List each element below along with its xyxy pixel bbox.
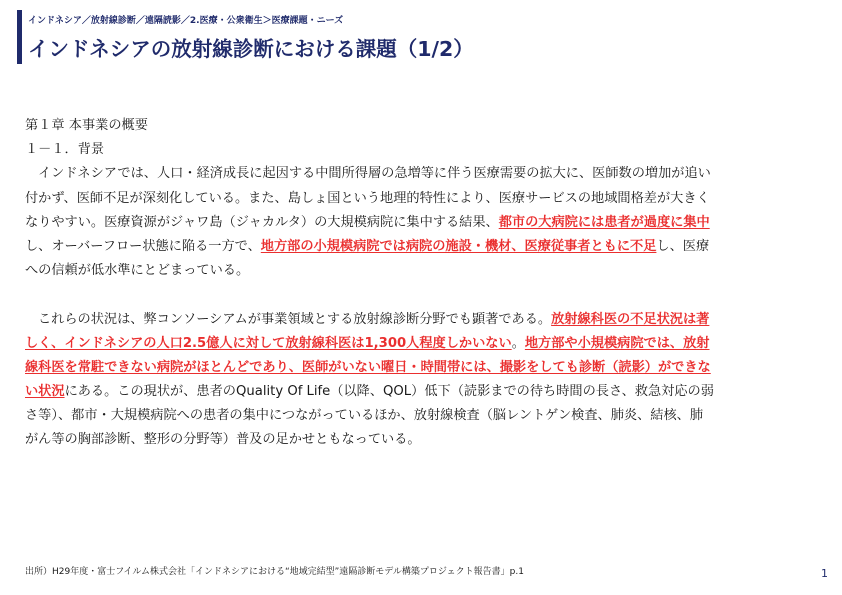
highlight-text: 線科医を常駐できない病院がほとんどであり、医師がいない曜日・時間帯には、撮影をしても診断（読影）ができな <box>25 359 711 375</box>
paragraph-line: い状況にある。この現状が、患者のQuality Of Life（以降、QOL）低下（読影までの待ち時間の長さ、救急対応の弱 <box>25 384 714 400</box>
highlight-text: 放射線科医の不足状況は著 <box>551 311 710 327</box>
breadcrumb: インドネシア／放射線診断／遠隔読影／2.医療・公衆衛生＞医療課題・ニーズ <box>28 16 344 26</box>
paragraph-situation <box>25 308 815 453</box>
paragraph-line: さ等）、都市・大規模病院への患者の集中につながっているほか、放射線検査（脳レントゲン検査、肺炎、結核、肺 <box>25 408 704 424</box>
paragraph-line: への信頼が低水準にとどまっている。 <box>25 263 250 279</box>
paragraph-spacer <box>25 283 815 307</box>
chapter-heading: 第１章 本事業の概要 <box>25 118 148 133</box>
paragraph-line: インドネシアでは、人口・経済成長に起因する中間所得層の急増等に伴う医療需要の拡大に、医師数の増加が追い <box>38 166 711 182</box>
paragraph-line: がん等の胸部診断、整形の分野等）普及の足かせともなっている。 <box>25 432 421 448</box>
paragraph-line: なりやすい。医療資源がジャワ島（ジャカルタ）の大規模病院に集中する結果、都市の大病院には患者が過度に集中 <box>25 214 710 230</box>
paragraph-line: し、オーバーフロー状態に陥る一方で、地方部の小規模病院では病院の施設・機材、医療従事者ともに不足し、医療 <box>25 238 710 254</box>
source-note: 出所）H29年度・富士フイルム株式会社「インドネシアにおける“地域完結型”遠隔診断モデル構築プロジェクト報告書」p.1 <box>25 567 524 577</box>
highlight-text: 地方部や小規模病院では、放射 <box>524 335 710 351</box>
paragraph-line: 付かず、医師不足が深刻化している。また、島しょ国という地理的特性により、医療サービスの地域間格差が大きく <box>25 190 710 206</box>
paragraph-line: しく、インドネシアの人口2.5億人に対して放射線科医は1,300人程度しかいない。地方部や小規模病院では、放射 <box>25 335 710 351</box>
highlight-text: 都市の大病院には患者が過度に集中 <box>498 214 710 230</box>
highlight-text: しく、インドネシアの人口2.5億人に対して放射線科医は1,300人程度しかいない <box>25 335 512 351</box>
highlight-text: 地方部の小規模病院では病院の施設・機材、医療従事者ともに不足 <box>260 238 657 254</box>
title-accent-bar <box>17 10 22 64</box>
main-text <box>25 114 815 453</box>
highlight-text: い状況 <box>25 384 65 400</box>
page-title: インドネシアの放射線診断における課題（1/2） <box>28 37 474 61</box>
paragraph-line <box>25 356 815 380</box>
section-heading: １－１．背景 <box>25 142 105 158</box>
page-number: 1 <box>821 567 828 580</box>
paragraph-line: これらの状況は、弊コンソーシアムが事業領域とする放射線診断分野でも顕著である。放射線科医の不足状況は著 <box>38 311 710 327</box>
paragraph-background <box>25 162 815 283</box>
